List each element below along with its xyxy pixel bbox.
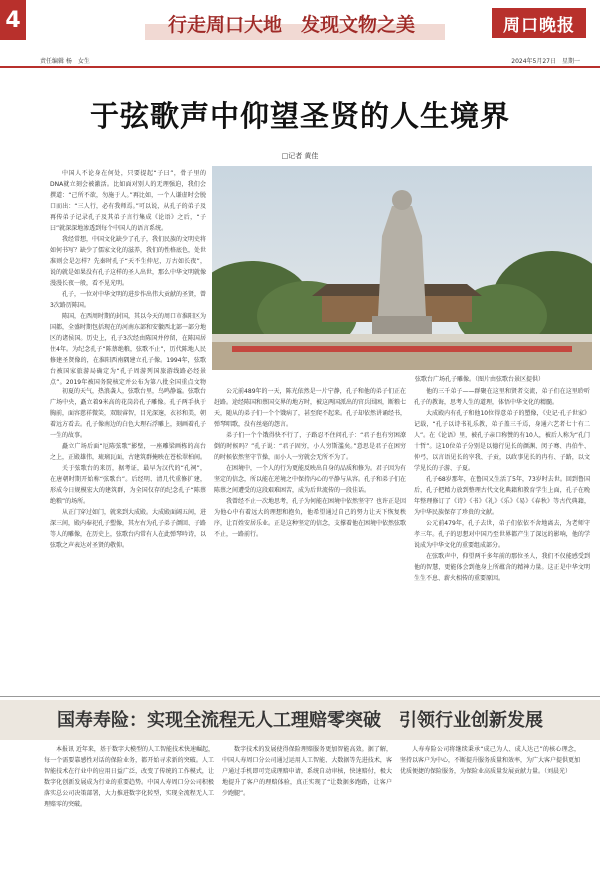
section-divider: [0, 696, 600, 697]
paragraph: 初夏的天气，热浪袭人，弦歌台里，鸟鸣静谧。弦歌台广场中央，矗立着9米高的花岗岩孔子雕像。孔子两手执于胸前，面容慈祥微笑，双眼睿智，目光深邃，衣衫和美，朝着远方看去。孔子像南边的白色大理石浮雕上，刻画着孔子一生的故事。: [50, 388, 206, 439]
confucius-statue-photo: [212, 166, 592, 370]
column-slogan: 行走周口大地 发现文物之美: [168, 14, 416, 36]
paragraph: 本报讯 近年来，基于数字大模型的人工智能技术快速崛起，每一个需要靠感性对话的保险业务，都开始寻求新的突破。人工智能技术在行业中的应用日益广泛，改变了传统的工作模式，让数字化创新发展成为行业的重要趋势。中国人寿周口分公司积极落实总公司决策部署，大力推进数字化转型，实现全流程无人工理赔零的突破。: [44, 746, 214, 808]
paragraph: 在困境中，一个人的行为更能反映出自身的品质和修为。君子因为有坚定的信念，所以能在逆境之中保持内心的平静与从容。孔子和弟子们在陈蔡之间遭受的这段艰难困苦，成为后世流传的一段佳话。: [214, 465, 406, 494]
paragraph: 大成殿内有孔子和他10位得意弟子的塑像，《史记·孔子世家》记载，“孔子以诗书礼乐教，弟子盖三千焉，身通六艺者七十有二人”。在《论语》里，被孔子亲口称赞的有10人，被后人称为“孔门十哲”。这10位弟子分别是以德行见长的颜渊、闵子骞、冉伯牛、仲弓，以言语见长的宰我、子贡，以政事见长的冉有、子路，以文学见长的子游、子夏。: [414, 410, 590, 472]
paragraph: 从正门穿过如门，就来到大成殿。大成殿面阔五间，进深三间，殿内奉祀孔子塑像，其左右为孔子弟子颜回、子路等人的雕像，在历史上，弦歌台内常有人在此弹琴吟诗，以弦歌之声表达对圣贤的敬仰。: [50, 509, 206, 549]
page-number: 4: [0, 0, 26, 40]
editor-credit: 责任编辑 杨 女生: [40, 58, 90, 65]
newspaper-logo: 周口晚报: [492, 8, 586, 38]
article-title: 于弦歌声中仰望圣贤的人生境界: [89, 99, 510, 133]
paragraph: 孔子，一位对中华文明的进步作出伟大贡献的圣贤，曾3次路历陈国。: [50, 291, 206, 309]
paragraph: 公元前479年，孔子去世，弟子们依依不舍地离去，为老师守孝三年。孔子的思想对中国乃至世界都产生了深远的影响，他的学说成为中华文化的重要组成部分。: [414, 520, 590, 549]
article-column-1b: [50, 386, 206, 692]
ad-column-2: [222, 744, 392, 884]
paragraph: 关于弦歌台的来历，据考证，最早为汉代的“孔祠”，在唐朝时期开始称“弦歌台”。后经明、清几代重修扩建，形成今日规模宏大的建筑群，为全国仅存的纪念孔子“陈蔡绝粮”的场所。: [50, 465, 206, 505]
paragraph: 我曾经不止一次地思考，孔子为何能在困境中依然坚守？也许正是因为他心中有着远大的理想和抱负，他希望通过自己的努力让天下恢复秩序，让百姓安居乐业。正是这种坚定的信念，支撑着他在困境中依然弦歌不止，一路前行。: [214, 498, 406, 538]
article-column-1: [50, 168, 206, 386]
issue-date: 2024年5月27日 星期一: [511, 58, 580, 65]
paragraph: 我经常想，中国文化缺少了孔子，我们民族的文明史将如何书写？缺少了儒家文化的滋养，我们的性格底色，处世准则会是怎样？先秦时孔子“天不生仲尼，万古如长夜”，说的就是如果没有孔子这样的圣人出世，那么中华文明就像漫漫长夜一般，看不见光明。: [50, 236, 206, 287]
paragraph: 矗立广场后面“厄陈弦歌”影壁，一座雕梁画栋的高台之上，正殿雄伟，琉璃瓦面，古建筑群掩映在苍松翠柏间。: [50, 443, 206, 461]
paragraph: 中国人不论身在何处，只要提起“子曰”，骨子里的DNA就立刻会被激活。比如面对别人的无理强迫，我们会撰道：“己所不欲，勿施于人。”再比如，一个人谦虚时会脱口而出：“三人行，必有我师焉。”可以说，从孔子的弟子及再传弟子记录孔子及其弟子言行集成《论语》之后，“子曰”就深深地渗透到每个中国人的语言系统。: [50, 170, 206, 232]
article-column-3: [414, 386, 590, 692]
paragraph: 弟子们一个个饿得快不行了，子路忍不住问孔子：“君子也有穷困潦倒的时候吗？”孔子说：“君子固穷，小人穷斯滥矣。”意思是君子在困穷的时候依然坚守节操，而小人一穷就会无所不为了。: [214, 432, 406, 461]
statue-illustration: [212, 166, 592, 370]
article-byline: □记者 黄佳: [281, 152, 319, 160]
paragraph: 他的三千弟子——群聚在这里和贤者交流，弟子们在这里聆听孔子的教诲，思考人生的道理，体悟中华文化的精髓。: [414, 388, 590, 406]
paragraph: 孔子68岁那年，在鲁国又生活了5年，73岁时去世。回到鲁国后，孔子把精力放到整理古代文化典籍和教育学生上面，孔子在晚年整理修订了《诗》《书》《礼》《乐》《易》《春秋》等古代典籍，为中华民族保存了珍贵的文献。: [414, 476, 590, 516]
paragraph: 公元前489年的一天，陈光依然是一片宁静，孔子和他的弟子们正在赶路。途经陈国和蔡国交界的地方时，被这两国派出的官兵围困，断粮七天，随从的弟子们一个个饿病了，甚至爬不起来。孔子却依然讲诵经书，弹琴唱歌，没有丝毫的怨言。: [214, 388, 406, 428]
paragraph: 陈国，在西周时期的封国，其以今天的周口市淮阳区为国都，全盛时期包括现在的河南东部和安徽西北部一部分地区的诸侯国。历史上，孔子3次经由陈国并停留，在陈国居住4年。为纪念孔子“陈蔡绝粮，弦歌不止”，历代陈地人民修建圣贤像的，在淮阳西南隅建立孔子像。1994年，弦歌台被国家旅游局确定为“孔子周游列国旅游线路必经景点”。2019年被国务院核定并公布为第八批全国重点文物: [50, 313, 206, 386]
ad-title: 国寿寿险：实现全流程无人工理赔零突破 引领行业创新发展: [57, 710, 543, 731]
paragraph: 在弦歌声中，仰望两千多年前的那位圣人，我们不仅能感受到他的智慧，更能体会到他身上所蕴含的精神力量。这正是中华文明生生不息、薪火相传的重要原因。: [414, 553, 590, 582]
ad-column-1: [44, 744, 214, 884]
article-column-2: [214, 386, 406, 626]
header-rule: [0, 66, 600, 68]
paragraph: 数字技术的发展使得保险理赔服务更加智能高效。据了解，中国人寿周口分公司通过运用人工智能、大数据等先进技术，客户通过手机即可完成理赔申请，系统自动审核，快速赔付，极大地提升了客户的理赔体验，真正实现了“让数据多跑路，让客户少跑腿”。: [222, 746, 392, 797]
paragraph: 人寿寿险公司将继续秉承“成己为人、成人达己”的核心理念，坚持以客户为中心，不断提升服务质量和效率，为广大客户提供更加优质便捷的保险服务，为保险业高质量发展贡献力量。（刘晨光）: [400, 746, 580, 775]
photo-caption: 弦歌台广场孔子雕像。（图片由弦歌台景区提供）: [415, 376, 545, 383]
ad-column-3: [400, 744, 580, 884]
